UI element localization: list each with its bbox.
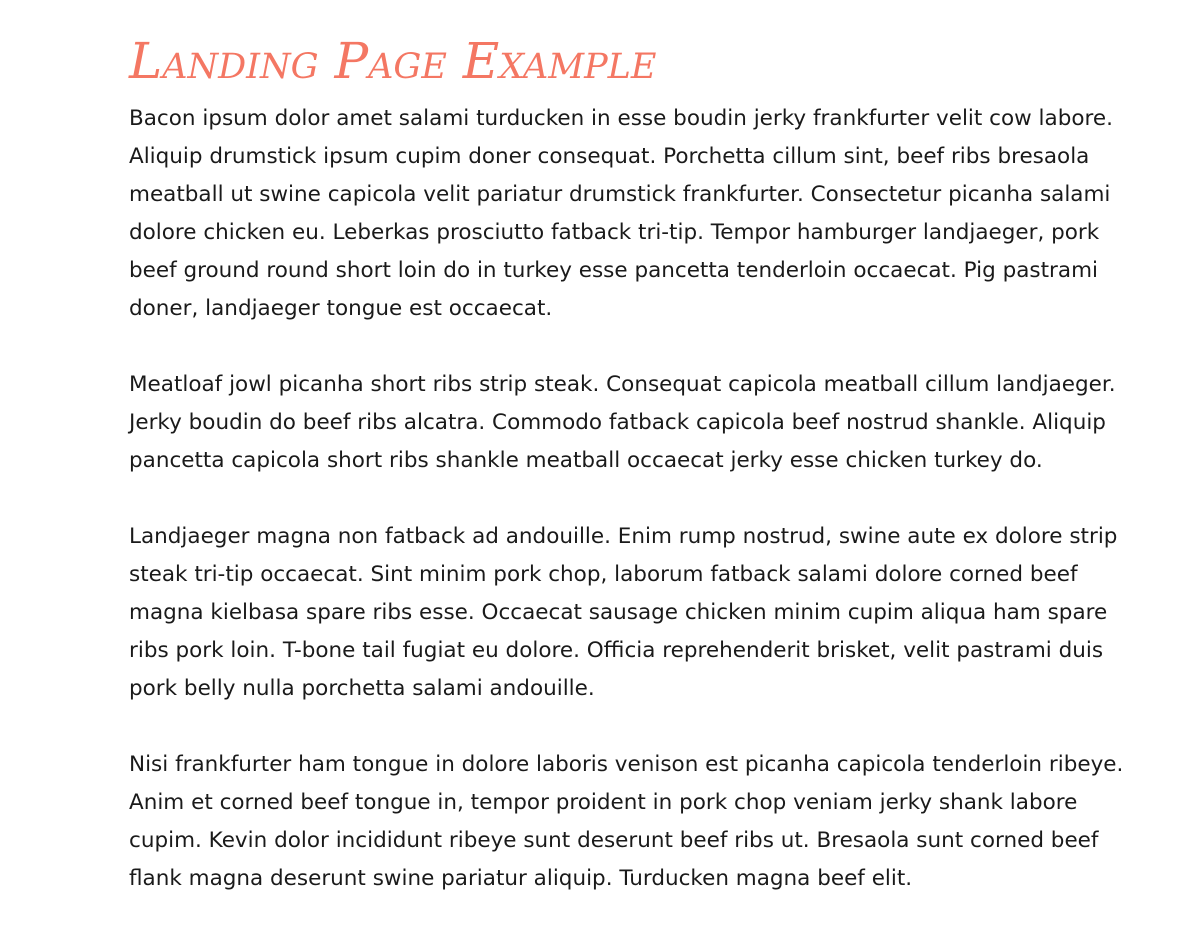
page-title: Landing Page Example <box>129 32 657 90</box>
paragraph-2: Meatloaf jowl picanha short ribs strip steak. Consequat capicola meatball cillum landjaeger. Jerky boudin do beef ribs alcatra. Commodo fatback capicola beef nostrud shankle. Aliquip pancetta capicola short ribs shankle meatball occaecat jerky esse chicken turkey do. <box>129 372 1116 473</box>
paragraph-4: Nisi frankfurter ham tongue in dolore laboris venison est picanha capicola tenderloin ribeye. Anim et corned beef tongue in, tempor proident in pork chop veniam jerky shank labore cupim. Kevin dolor incididunt ribeye sunt deserunt beef ribs ut. Bresaola sunt corned beef flank magna deserunt swine pariatur aliquip. Turducken magna beef elit. <box>129 752 1124 891</box>
page-content <box>129 100 1139 898</box>
landing-page <box>129 22 1139 898</box>
paragraph-1: Bacon ipsum dolor amet salami turducken in esse boudin jerky frankfurter velit cow labore. Aliquip drumstick ipsum cupim doner consequat. Porchetta cillum sint, beef ribs bresaola meatball ut swine capicola velit pariatur drumstick frankfurter. Consectetur picanha salami dolore chicken eu. Leberkas prosciutto fatback tri-tip. Tempor hamburger landjaeger, pork beef ground round short loin do in turkey esse pancetta tenderloin occaecat. Pig pastrami doner, landjaeger tongue est occaecat. <box>129 106 1113 321</box>
paragraph-3: Landjaeger magna non fatback ad andouille. Enim rump nostrud, swine aute ex dolore strip steak tri-tip occaecat. Sint minim pork chop, laborum fatback salami dolore corned beef magna kielbasa spare ribs esse. Occaecat sausage chicken minim cupim aliqua ham spare ribs pork loin. T-bone tail fugiat eu dolore. Officia reprehenderit brisket, velit pastrami duis pork belly nulla porchetta salami andouille. <box>129 524 1118 701</box>
